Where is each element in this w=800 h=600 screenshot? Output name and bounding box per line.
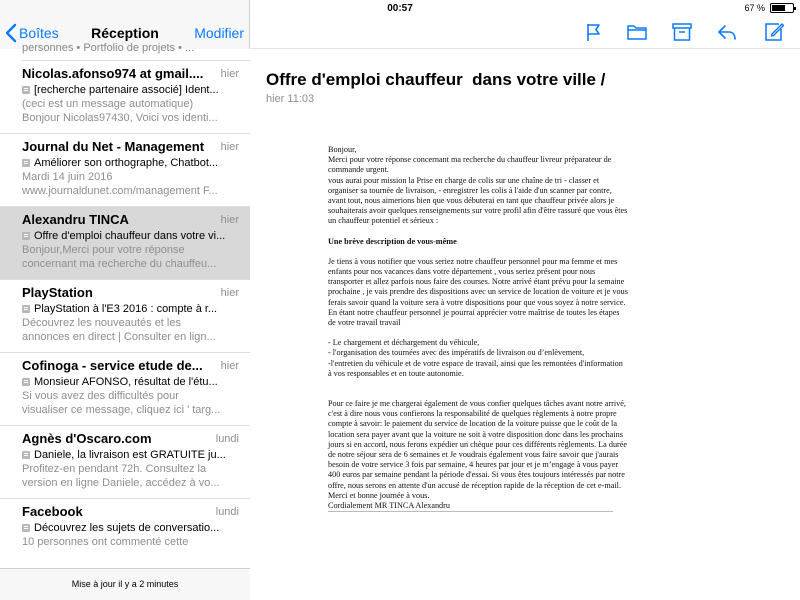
item-preview-line: Profitez-en pendant 72h. Consultez la bbox=[22, 463, 207, 475]
item-subject-row bbox=[22, 302, 240, 316]
compose-icon[interactable] bbox=[763, 21, 785, 43]
body-paragraph-role bbox=[328, 257, 688, 328]
item-sender: Facebook bbox=[22, 504, 83, 519]
item-time: hier bbox=[220, 68, 239, 80]
body-line: - l'organisation des tournées avec des impératifs de livraison ou d’enlèvement, bbox=[328, 348, 585, 358]
item-sender: Nicolas.afonso974 at gmail.... bbox=[22, 66, 204, 81]
list-item[interactable] bbox=[0, 353, 250, 426]
item-subject: Améliorer son orthographe, Chatbot... bbox=[34, 157, 219, 169]
body-paragraph-tasks bbox=[328, 338, 688, 379]
chevron-left-icon bbox=[5, 24, 17, 42]
partial-row-text: personnes • Portfolio de projets • ... bbox=[22, 42, 195, 54]
item-time: hier bbox=[220, 360, 239, 372]
attachment-icon bbox=[22, 524, 30, 532]
mailbox-title: Réception bbox=[91, 25, 159, 41]
item-preview-line: (ceci est un message automatique) bbox=[22, 98, 194, 110]
mailbox-panel bbox=[0, 0, 250, 600]
body-line: Pour ce faire je me chargerai également de vous confier quelques tâches avant notre arrivé, bbox=[328, 399, 626, 409]
body-line: commande urgent. bbox=[328, 165, 389, 175]
body-signature: Cordialement MR TINCA Alexandru bbox=[328, 501, 613, 512]
item-preview bbox=[22, 170, 240, 198]
item-time: lundi bbox=[215, 506, 239, 518]
body-line: c'est à dire nous vous confierons la responsabilité de quelques règlements à notre propre bbox=[328, 409, 617, 419]
body-line: besoin de votre service 3 fois par semaine, 4 heures par jour et je m’engage à vous payer bbox=[328, 460, 619, 470]
item-subject: Daniele, la livraison est GRATUITE ju... bbox=[34, 449, 226, 461]
item-time: hier bbox=[220, 214, 239, 226]
battery-percent: 67 % bbox=[744, 3, 765, 13]
body-line: de notre séjour sera de 6 semaines et Je voudrais également vous faire savoir que j'aurais bbox=[328, 450, 619, 460]
body-line: Merci et bonne journée à vous. bbox=[328, 490, 430, 500]
message-toolbar bbox=[251, 16, 800, 49]
body-line: Bonjour, bbox=[328, 145, 357, 154]
folder-icon[interactable] bbox=[626, 21, 648, 43]
body-line: jours si en accord, nous ferons expédier un chèque pour ces différents règlements. La durée bbox=[328, 439, 628, 449]
item-subject: Monsieur AFONSO, résultat de l'étu... bbox=[34, 376, 218, 388]
body-line: - Le chargement et déchargement du véhicule, bbox=[328, 338, 480, 348]
item-preview bbox=[22, 97, 240, 125]
attachment-icon bbox=[22, 86, 30, 94]
attachment-icon bbox=[22, 159, 30, 167]
body-line: transporter et allez parfois nous faire des courses. Notre arrivé étant prévu pour la semaine bbox=[328, 277, 625, 287]
item-subject-row bbox=[22, 229, 240, 243]
item-sender: Cofinoga - service etude de... bbox=[22, 358, 203, 373]
item-preview-line: version en ligne Daniele, accédez à vo... bbox=[22, 477, 220, 489]
body-line: vous aurai pour mission la Prise en charge de colis sur une chaîne de tri - classer et bbox=[328, 175, 600, 185]
message-list[interactable] bbox=[0, 42, 250, 568]
item-subject: PlayStation à l'E3 2016 : compte à r... bbox=[34, 303, 218, 315]
list-item[interactable] bbox=[0, 280, 250, 353]
item-preview bbox=[22, 243, 240, 271]
item-sender: Agnès d'Oscaro.com bbox=[22, 431, 152, 446]
body-line: enfants pour nos vacances dans votre département , vous seriez présent pour nous bbox=[328, 267, 596, 277]
item-sender: Journal du Net - Management bbox=[22, 139, 205, 154]
body-line: En étant notre chauffeur personnel je pourrai apprécier votre maîtrise de toutes les étapes bbox=[328, 307, 620, 317]
item-preview-line: visualiser ce message, cliquez ici ' targ... bbox=[22, 404, 221, 416]
body-line: offre, nous serons en attente d'un accusé de réception rapide de la réception de cet e-mail. bbox=[328, 480, 621, 490]
item-preview-line: Si vous avez des difficultés pour bbox=[22, 390, 179, 402]
body-line: -l'entretien du véhicule et de votre espace de travail, ainsi que les remontées d'information bbox=[328, 358, 623, 368]
item-preview-line: www.journaldunet.com/management F... bbox=[22, 185, 218, 197]
message-body bbox=[328, 145, 688, 512]
item-preview-line: concernant ma recherche du chauffeu... bbox=[22, 258, 217, 270]
item-subject: Découvrez les sujets de conversatio... bbox=[34, 522, 220, 534]
item-subject-row bbox=[22, 83, 240, 97]
reply-icon[interactable] bbox=[716, 21, 738, 43]
back-button-label: Boîtes bbox=[19, 25, 59, 41]
list-item-partial[interactable] bbox=[22, 42, 250, 61]
battery-fill bbox=[772, 5, 785, 11]
item-preview-line: annonces en direct | Consulter en lign... bbox=[22, 331, 216, 343]
body-line: un chauffeur potentiel et sérieux : bbox=[328, 216, 439, 226]
body-line: 400 euros par semaine pendant la période d'essai. Si vous êtes toujours intéressés par notre bbox=[328, 470, 625, 480]
body-line: compte à savoir: le paiement du service de location de la voiture puisse que le coût de la bbox=[328, 419, 617, 429]
item-sender: Alexandru TINCA bbox=[22, 212, 129, 227]
item-subject-row bbox=[22, 156, 240, 170]
attachment-icon bbox=[22, 451, 30, 459]
item-subject: [recherche partenaire associé] Ident... bbox=[34, 84, 219, 96]
item-subject-row bbox=[22, 448, 240, 462]
body-line: de votre travail travail bbox=[328, 318, 401, 328]
body-paragraph-intro bbox=[328, 145, 688, 227]
item-preview-line: Mardi 14 juin 2016 bbox=[22, 171, 113, 183]
attachment-icon bbox=[22, 232, 30, 240]
item-preview-line: Bonjour,Merci pour votre réponse bbox=[22, 244, 185, 256]
item-preview bbox=[22, 316, 240, 344]
back-button[interactable] bbox=[5, 24, 59, 42]
archive-icon[interactable] bbox=[671, 21, 693, 43]
message-subject: Offre d'emploi chauffeur dans votre ville / bbox=[266, 70, 606, 89]
status-time: 00:57 bbox=[387, 3, 413, 14]
item-preview bbox=[22, 389, 240, 417]
item-subject-row bbox=[22, 521, 240, 535]
body-line: Je tiens à vous notifier que vous seriez notre chauffeur personnel pour ma femme et mes bbox=[328, 256, 618, 266]
body-line: souhaiterais avoir quelques renseignements sur votre profil afin d'être rassuré que vous êtes bbox=[328, 206, 628, 216]
list-item[interactable] bbox=[0, 61, 250, 134]
list-item[interactable] bbox=[0, 499, 250, 572]
list-item[interactable] bbox=[0, 426, 250, 499]
body-line: location sera payer avant que la voiture ne soit à votre disposition donc dans les prochains bbox=[328, 429, 623, 439]
list-item[interactable] bbox=[0, 134, 250, 207]
item-time: hier bbox=[220, 287, 239, 299]
item-preview-line: Découvrez les nouveautés et les bbox=[22, 317, 181, 329]
body-line: à vos responsables et en toute autonomie. bbox=[328, 368, 464, 378]
battery-icon bbox=[770, 3, 794, 13]
list-item[interactable] bbox=[0, 207, 250, 280]
update-status: Mise à jour il y a 2 minutes bbox=[0, 568, 250, 600]
body-line: ferais savoir quand la voiture sera à votre dispositions pour que vous soyez à notre service. bbox=[328, 297, 626, 307]
item-subject-row bbox=[22, 375, 240, 389]
item-time: lundi bbox=[215, 433, 239, 445]
item-subject: Offre d'emploi chauffeur dans votre vi... bbox=[34, 230, 226, 242]
body-line: prochaine , je vais prendre des dispositions avec un service de location de voiture et je vous bbox=[328, 287, 628, 297]
item-preview-line: Bonjour Nicolas97430, Voici vos identi... bbox=[22, 112, 218, 124]
item-preview-line: 10 personnes ont commenté cette bbox=[22, 536, 189, 548]
body-line: Merci pour votre réponse concernant ma recherche du chauffeur livreur préparateur de bbox=[328, 155, 612, 165]
edit-button[interactable]: Modifier bbox=[194, 25, 244, 41]
body-heading: Une brève description de vous-même bbox=[328, 236, 457, 246]
item-preview bbox=[22, 535, 240, 563]
attachment-icon bbox=[22, 378, 30, 386]
item-preview bbox=[22, 462, 240, 490]
body-line: avant tout, nous aimerions bien que vous débuterai en tant que chauffeur privée alors je bbox=[328, 196, 615, 206]
attachment-icon bbox=[22, 305, 30, 313]
flag-icon[interactable] bbox=[583, 21, 605, 43]
body-line: organiser sa tournée de livraison, - enregistrer les colis à l'aide d'un scanner par contre, bbox=[328, 185, 612, 195]
status-right bbox=[744, 3, 794, 13]
body-paragraph-payment bbox=[328, 399, 688, 501]
item-sender: PlayStation bbox=[22, 285, 93, 300]
item-time: hier bbox=[220, 141, 239, 153]
message-date: hier 11:03 bbox=[266, 93, 315, 105]
